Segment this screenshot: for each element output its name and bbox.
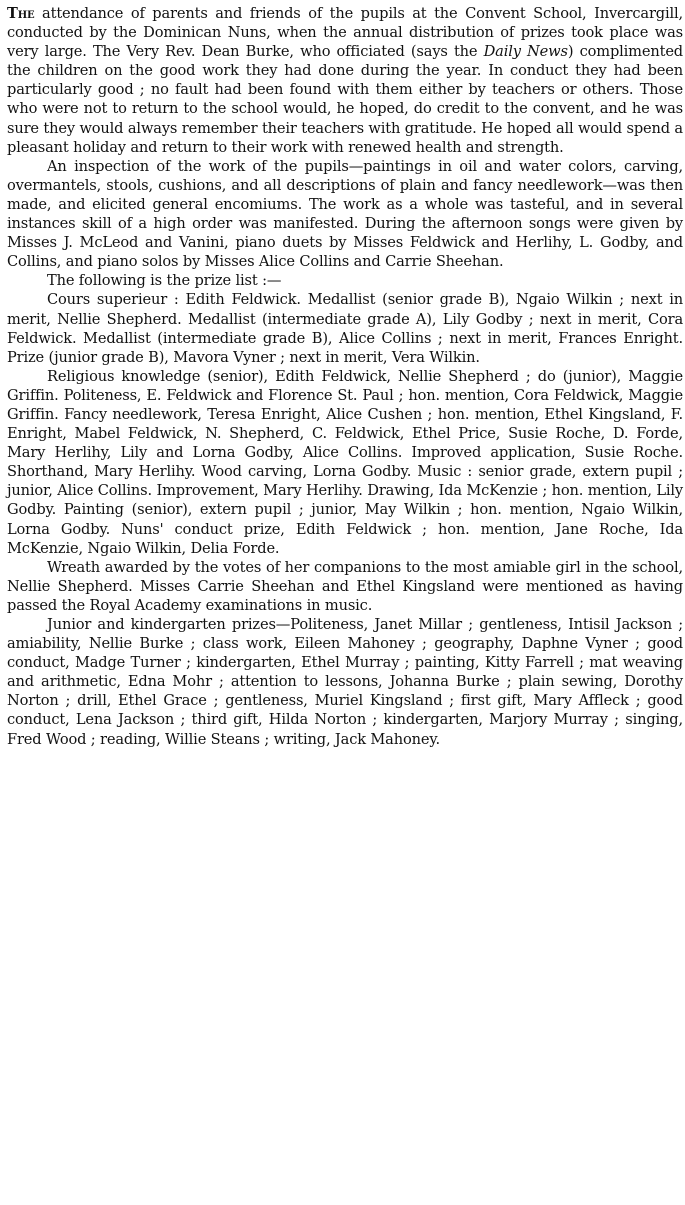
paragraph-junior-prizes: Junior and kindergarten prizes—Politeness, Janet Millar ; gentleness, Intisil Jackson ; amiability, Nellie Burke ; class work, Eileen Mahoney ; geography, Daphne Vyner ; good conduct, Madge Turner ; kindergarten, Ethel Murray ; painting, Kitty Farrell ; mat weaving and arithmetic, Edna Mohr ; attention to lessons, Johanna Burke ; plain sewing, Dorothy Norton ; drill, Ethel Grace ; gentleness, Muriel Kingsland ; first gift, Mary Affleck ; good conduct, Lena Jackson ; third gift, Hilda Norton ; kindergarten, Marjory Murray ; singing, Fred Wood ; reading, Willie Steans ; writing, Jack Mahoney. [7,616,683,748]
paragraph-subject-prizes: Religious knowledge (senior), Edith Feldwick, Nellie Shepherd ; do (junior), Maggie Griffin. Politeness, E. Feldwick and Florence St. Paul ; hon. mention, Cora Feldwick, Maggie Griffin. Fancy needlework, Teresa Enright, Alice Cushen ; hon. mention, Ethel Kingsland, F. Enright, Mabel Feldwick, N. Shepherd, C. Feldwick, Ethel Price, Susie Roche, D. Forde, Mary Herlihy, Lily and Lorna Godby, Alice Collins. Improved application, Susie Roche. Shorthand, Mary Herlihy. Wood carving, Lorna Godby. Music : senior grade, extern pupil ; junior, Alice Collins. Improvement, Mary Herlihy. Drawing, Ida McKenzie ; hon. mention, Lily Godby. Painting (senior), extern pupil ; junior, May Wilkin ; hon. mention, Ngaio Wilkin, Lorna Godby. Nuns' conduct prize, Edith Feldwick ; hon. mention, Jane Roche, Ida McKenzie, Ngaio Wilkin, Delia Forde. [7,367,683,557]
lead-word: The [7,5,35,22]
paragraph-prize-list-intro: The following is the prize list :— [47,272,282,290]
newspaper-source: Daily News [483,43,568,61]
paragraph-cours-superieur: Cours superieur : Edith Feldwick. Medallist (senior grade B), Ngaio Wilkin ; next in merit, Nellie Shepherd. Medallist (intermediate grade A), Lily Godby ; next in merit, Cora Feldwick. Medallist (intermediate grade B), Alice Collins ; next in merit, Frances Enright. Prize (junior grade B), Mavora Vyner ; next in merit, Vera Wilkin. [7,291,683,366]
article-body [7,4,683,749]
paragraph-inspection: An inspection of the work of the pupils—paintings in oil and water colors, carving, overmantels, stools, cushions, and all descriptions of plain and fancy needlework—was then made, and elicited general encomiums. The work as a whole was tasteful, and in several instances skill of a high order was manifested. During the afternoon songs were given by Misses J. McLeod and Vanini, piano duets by Misses Feldwick and Herlihy, L. Godby, and Collins, and piano solos by Misses Alice Collins and Carrie Sheehan. [7,157,683,271]
paragraph-wreath: Wreath awarded by the votes of her companions to the most amiable girl in the school, Nellie Shepherd. Misses Carrie Sheehan and Ethel Kingsland were mentioned as having passed the Royal Academy examinations in music. [7,558,683,614]
opening-text-part1: attendance of parents and friends of the pupils at the Convent School, Invercargill, conducted by the Dominican Nuns, when the annual distribution of prizes took place was very large. The Very Rev. Dean Burke, who officiated (says the [7,5,683,61]
opening-text-part2: ) complimented the children on the good work they had done during the year. In conduct they had been particularly good ; no fault had been found with them either by teachers or others. Those who were not to return to the school would, he hoped, do credit to the convent, and he was sure they would always remember their teachers with gratitude. He hoped all would spend a pleasant holiday and return to their work with renewed health and strength. [7,43,684,156]
paragraph-opening [7,4,683,157]
